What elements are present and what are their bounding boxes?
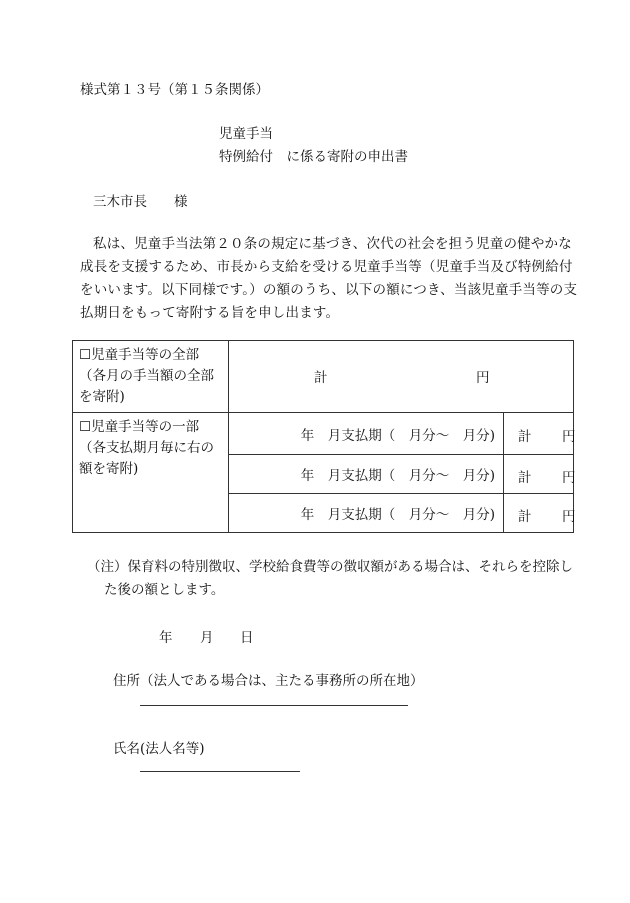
name-underline[interactable] xyxy=(140,771,300,772)
address-underline[interactable] xyxy=(140,705,408,706)
date-month: 月 xyxy=(200,630,214,646)
note-line-1: （注）保育料の特別徴収、学校給食費等の徴収額がある場合は、それらを控除し xyxy=(87,559,573,575)
all-amount-cell[interactable] xyxy=(229,341,574,413)
option-all-cell[interactable] xyxy=(73,341,229,413)
option-all-label: を寄附) xyxy=(79,389,125,405)
title-line-2: 特例給付 に係る寄附の申出書 xyxy=(219,149,408,165)
body-line: 成長を支援するため、市長から支給を受ける児童手当等（児童手当及び特例給付 xyxy=(80,259,573,275)
yen-label: 円 xyxy=(562,470,576,486)
total-label: 計 xyxy=(518,429,532,445)
period-cell[interactable] xyxy=(229,455,504,494)
amount-cell[interactable] xyxy=(504,455,574,494)
title-line-1: 児童手当 xyxy=(219,126,273,142)
name-label: 氏名(法人名等) xyxy=(113,741,205,757)
note-line-2: た後の額とします。 xyxy=(104,582,225,598)
addressee: 三木市長 様 xyxy=(93,194,188,210)
yen-label: 円 xyxy=(562,509,576,525)
donation-table xyxy=(72,340,574,533)
body-line: 私は、児童手当法第２０条の規定に基づき、次代の社会を担う児童の健やかな xyxy=(93,236,572,252)
date-day: 日 xyxy=(240,630,254,646)
period-text: 年 月支払期（ 月分～ 月分) xyxy=(300,427,495,444)
total-label: 計 xyxy=(518,509,532,525)
total-label: 計 xyxy=(314,370,328,386)
amount-cell[interactable] xyxy=(504,494,574,533)
option-partial-cell[interactable] xyxy=(73,413,229,533)
option-all-label: （各月の手当額の全部 xyxy=(79,368,214,384)
period-text: 年 月支払期（ 月分～ 月分) xyxy=(300,468,495,484)
date-year: 年 xyxy=(159,630,173,646)
yen-label: 円 xyxy=(562,429,576,445)
amount-cell[interactable] xyxy=(504,413,574,455)
option-partial-label: （各支払期月毎に右の xyxy=(79,440,214,456)
address-label: 住所（法人である場合は、主たる事務所の所在地） xyxy=(113,673,424,689)
body-paragraph xyxy=(80,233,580,325)
period-cell[interactable] xyxy=(229,494,504,533)
body-line: をいいます。以下同様です。）の額のうち、以下の額につき、当該児童手当等の支 xyxy=(80,282,578,298)
period-text: 年 月支払期（ 月分～ 月分) xyxy=(300,507,495,523)
note xyxy=(87,556,590,602)
form-number: 様式第１３号（第１５条関係） xyxy=(80,82,269,98)
option-partial-label: ☐児童手当等の一部 xyxy=(79,419,200,435)
option-partial-label: 額を寄附) xyxy=(79,461,139,477)
body-line: 払期日をもって寄附する旨を申し出ます。 xyxy=(80,305,340,321)
period-cell[interactable] xyxy=(229,413,504,455)
total-label: 計 xyxy=(518,470,532,486)
yen-label: 円 xyxy=(476,370,490,386)
option-all-label: ☐児童手当等の全部 xyxy=(79,347,200,363)
